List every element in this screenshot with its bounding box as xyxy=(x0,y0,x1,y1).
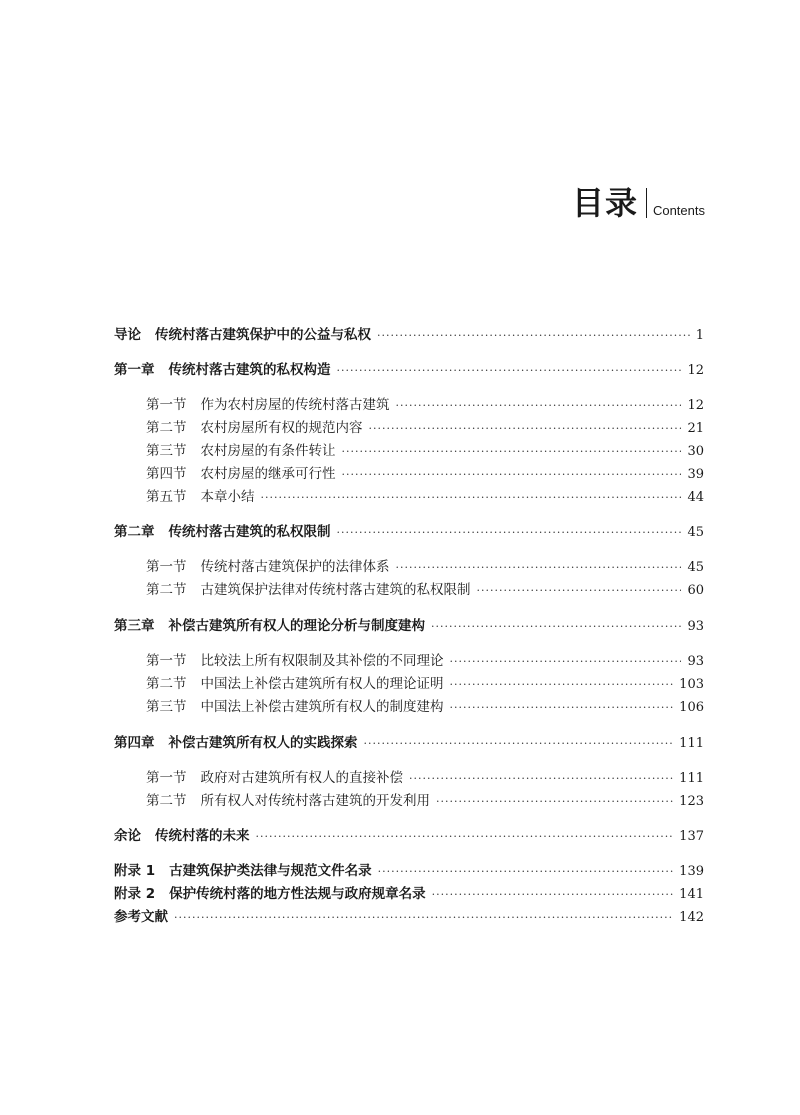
toc-page-number: 123 xyxy=(679,794,704,809)
toc-entry-number: 余论 xyxy=(114,828,141,844)
toc-entry-number: 第三节 xyxy=(146,699,187,715)
toc-section-entry[interactable] xyxy=(146,766,704,788)
toc-entry-number: 第三章 xyxy=(114,618,155,634)
toc-entry-title: 所有权人对传统村落古建筑的开发利用 xyxy=(200,793,430,809)
toc-page-number: 1 xyxy=(695,328,704,343)
toc-entry-number: 参考文献 xyxy=(114,909,168,925)
toc-section-entry[interactable] xyxy=(146,649,704,671)
toc-page-number: 12 xyxy=(687,363,704,378)
toc-entry-label xyxy=(114,520,331,540)
toc-entry-title: 政府对古建筑所有权人的直接补偿 xyxy=(200,770,403,786)
toc-entry-label xyxy=(146,578,471,598)
toc-entry-label xyxy=(114,824,250,844)
toc-entry-title: 中国法上补偿古建筑所有权人的理论证明 xyxy=(200,676,444,692)
toc-page-number: 142 xyxy=(679,910,704,925)
toc-entry-number: 第一章 xyxy=(114,362,155,378)
toc-entry-label xyxy=(146,649,444,669)
dot-leader xyxy=(369,422,682,435)
toc-entry-label xyxy=(146,485,255,505)
toc-entry-label xyxy=(114,323,371,343)
toc-entry-label xyxy=(114,905,168,925)
toc-entry-label xyxy=(114,731,358,751)
toc-entry-title: 农村房屋的有条件转让 xyxy=(200,443,336,459)
toc-entry-label xyxy=(146,393,390,413)
toc-entry-label xyxy=(146,695,444,715)
toc-entry-number: 第二节 xyxy=(146,420,187,436)
toc-entry-label xyxy=(146,766,403,786)
toc-chapter-entry[interactable] xyxy=(114,882,704,904)
toc-chapter-entry[interactable] xyxy=(114,905,704,927)
toc-entry-label xyxy=(114,859,372,879)
toc-entry-number: 第四节 xyxy=(146,466,187,482)
toc-entry-label xyxy=(114,882,426,902)
toc-page-number: 39 xyxy=(687,467,704,482)
toc-entry-title: 补偿古建筑所有权人的实践探索 xyxy=(168,735,358,751)
toc-entry-title: 保护传统村落的地方性法规与政府规章名录 xyxy=(169,886,426,902)
toc-section-entry[interactable] xyxy=(146,578,704,600)
dot-leader xyxy=(377,329,690,342)
toc-entry-title: 中国法上补偿古建筑所有权人的制度建构 xyxy=(200,699,444,715)
dot-leader xyxy=(261,491,682,504)
toc-page-number: 12 xyxy=(687,398,704,413)
dot-leader xyxy=(409,772,673,785)
dot-leader xyxy=(337,364,682,377)
toc-section-entry[interactable] xyxy=(146,485,704,507)
toc-entry-title: 传统村落古建筑的私权限制 xyxy=(168,524,331,540)
toc-entry-title: 传统村落的未来 xyxy=(155,828,250,844)
toc-entry-number: 第三节 xyxy=(146,443,187,459)
dot-leader xyxy=(174,911,673,924)
toc-chapter-entry[interactable] xyxy=(114,614,704,636)
toc-entry-title: 古建筑保护类法律与规范文件名录 xyxy=(169,863,372,879)
toc-chapter-entry[interactable] xyxy=(114,824,704,846)
toc-entry-number: 附录 2 xyxy=(114,886,156,902)
contents-title: 目录 xyxy=(571,184,638,222)
toc-entry-title: 本章小结 xyxy=(200,489,255,505)
toc-entry-number: 第一节 xyxy=(146,559,187,575)
contents-heading xyxy=(572,186,705,220)
toc-page-number: 30 xyxy=(687,444,704,459)
toc-page-number: 111 xyxy=(679,736,704,751)
toc-page-number: 45 xyxy=(687,560,704,575)
toc-entry-number: 第一节 xyxy=(146,770,187,786)
dot-leader xyxy=(396,399,682,412)
toc-chapter-entry[interactable] xyxy=(114,323,704,345)
dot-leader xyxy=(450,655,682,668)
dot-leader xyxy=(342,445,682,458)
toc-entry-title: 农村房屋所有权的规范内容 xyxy=(200,420,363,436)
toc-page-number: 93 xyxy=(687,654,704,669)
toc-section-entry[interactable] xyxy=(146,393,704,415)
toc-section-entry[interactable] xyxy=(146,672,704,694)
contents-subtitle: Contents xyxy=(652,203,705,218)
dot-leader xyxy=(342,468,682,481)
toc-page-number: 21 xyxy=(687,421,704,436)
toc-entry-label xyxy=(114,358,331,378)
toc-entry-title: 比较法上所有权限制及其补偿的不同理论 xyxy=(200,653,444,669)
toc-section-entry[interactable] xyxy=(146,789,704,811)
dot-leader xyxy=(436,795,673,808)
toc-entry-label xyxy=(114,614,425,634)
toc-page-number: 93 xyxy=(687,619,704,634)
toc-entry-number: 第五节 xyxy=(146,489,187,505)
toc-page-number: 60 xyxy=(687,583,704,598)
toc-page-number: 139 xyxy=(679,864,704,879)
toc-chapter-entry[interactable] xyxy=(114,731,704,753)
toc-chapter-entry[interactable] xyxy=(114,520,704,542)
toc-entry-title: 作为农村房屋的传统村落古建筑 xyxy=(200,397,390,413)
toc-page-number: 106 xyxy=(679,700,704,715)
dot-leader xyxy=(396,561,682,574)
toc-page-number: 111 xyxy=(679,771,704,786)
toc-chapter-entry[interactable] xyxy=(114,358,704,380)
toc-section-entry[interactable] xyxy=(146,416,704,438)
toc-entry-title: 农村房屋的继承可行性 xyxy=(200,466,336,482)
dot-leader xyxy=(431,620,681,633)
toc-entry-number: 第一节 xyxy=(146,397,187,413)
toc-entry-number: 第一节 xyxy=(146,653,187,669)
dot-leader xyxy=(378,865,674,878)
dot-leader xyxy=(450,678,674,691)
toc-entry-number: 第二节 xyxy=(146,793,187,809)
toc-entry-title: 古建筑保护法律对传统村落古建筑的私权限制 xyxy=(200,582,471,598)
toc-entry-number: 第二节 xyxy=(146,676,187,692)
toc-section-entry[interactable] xyxy=(146,695,704,717)
toc-entry-label xyxy=(146,462,336,482)
dot-leader xyxy=(477,584,682,597)
toc-entry-number: 附录 1 xyxy=(114,863,156,879)
toc-entry-title: 传统村落古建筑保护的法律体系 xyxy=(200,559,390,575)
dot-leader xyxy=(256,830,674,843)
toc-entry-title: 传统村落古建筑的私权构造 xyxy=(168,362,331,378)
toc-entry-number: 第四章 xyxy=(114,735,155,751)
toc-page-number: 141 xyxy=(679,887,704,902)
toc-page-number: 44 xyxy=(687,490,704,505)
toc-page-number: 103 xyxy=(679,677,704,692)
toc-entry-label xyxy=(146,672,444,692)
toc-entry-number: 第二章 xyxy=(114,524,155,540)
toc-entry-label xyxy=(146,555,390,575)
toc-entry-number: 第二节 xyxy=(146,582,187,598)
toc-section-entry[interactable] xyxy=(146,555,704,577)
toc-page-number: 45 xyxy=(687,525,704,540)
title-divider xyxy=(646,188,647,218)
toc-section-entry[interactable] xyxy=(146,439,704,461)
toc-section-entry[interactable] xyxy=(146,462,704,484)
dot-leader xyxy=(432,888,674,901)
toc-entry-number: 导论 xyxy=(114,327,141,343)
toc-entry-title: 补偿古建筑所有权人的理论分析与制度建构 xyxy=(168,618,425,634)
toc-entry-label xyxy=(146,439,336,459)
dot-leader xyxy=(337,526,682,539)
toc-entry-label xyxy=(146,416,363,436)
dot-leader xyxy=(450,701,674,714)
toc-chapter-entry[interactable] xyxy=(114,859,704,881)
toc-page-number: 137 xyxy=(679,829,704,844)
toc-entry-label xyxy=(146,789,430,809)
toc-entry-title: 传统村落古建筑保护中的公益与私权 xyxy=(155,327,371,343)
dot-leader xyxy=(364,737,674,750)
